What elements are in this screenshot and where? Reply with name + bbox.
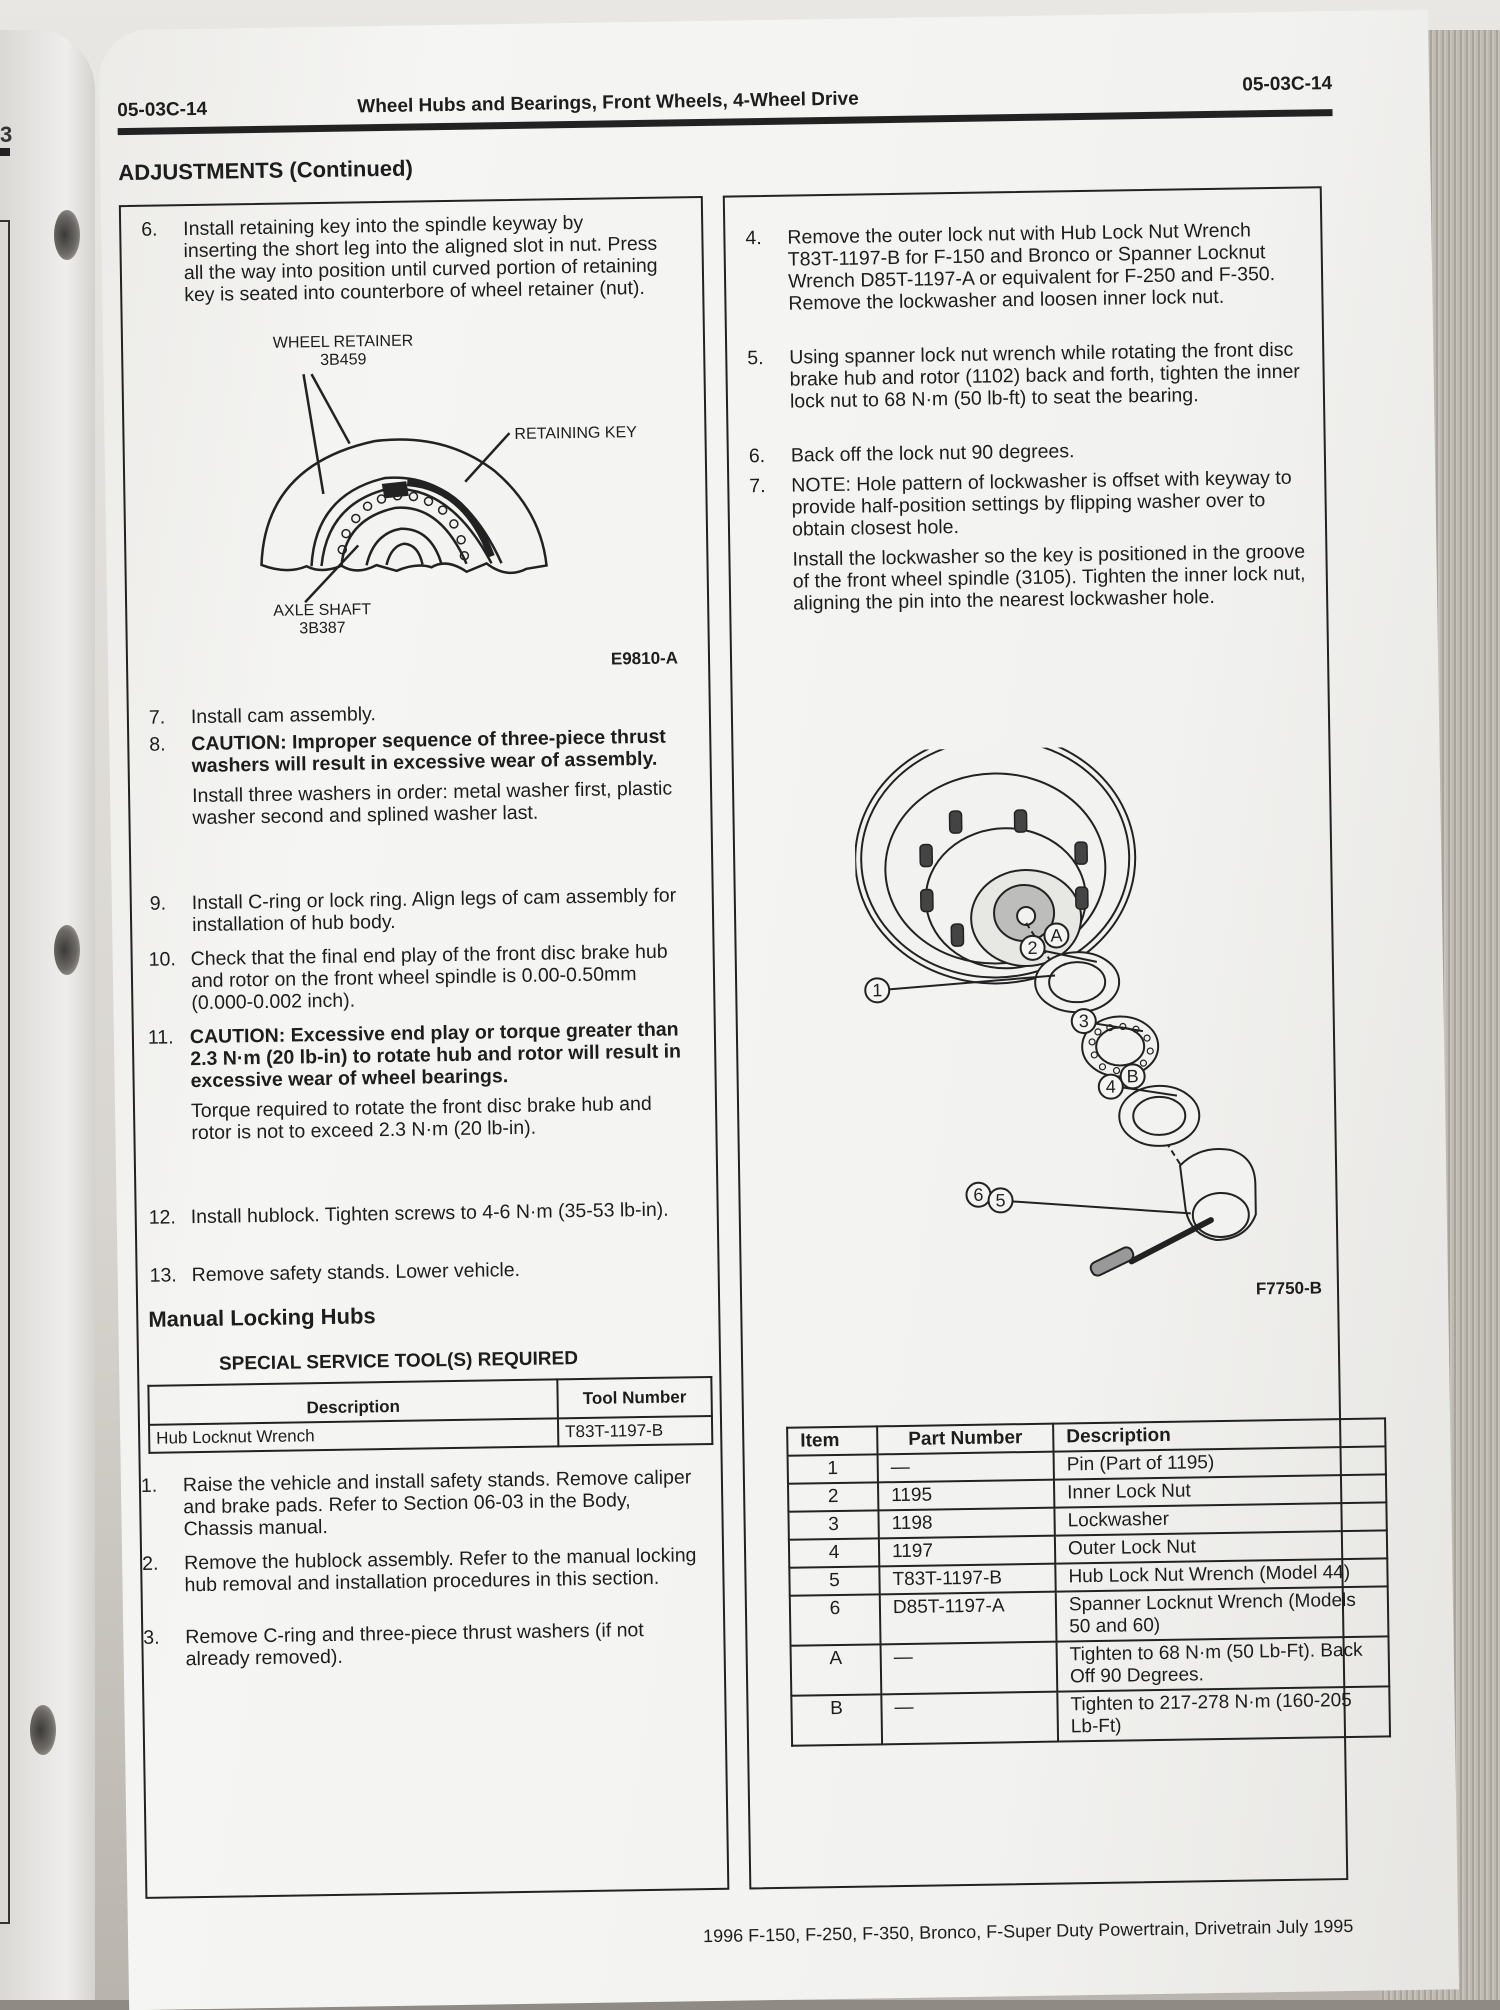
figure-id: E9810-A — [610, 648, 679, 669]
step-13: 13. Remove safety stands. Lower vehicle. — [149, 1258, 521, 1287]
col-header-part-number: Part Number — [877, 1424, 1053, 1455]
table-row: 2 1195 Inner Lock Nut — [788, 1474, 1386, 1511]
manual-step-2: 2. Remove the hublock assembly. Refer to the manual locking hub removal and installation procedures in this section. — [142, 1544, 697, 1597]
right-column — [723, 186, 1363, 1889]
subsection-title: Manual Locking Hubs — [148, 1303, 376, 1332]
figure-hub-lock-nut-exploded — [853, 743, 1322, 1330]
page-code-left: 05-03C-14 — [117, 98, 208, 122]
step-7: 7. NOTE: Hole pattern of lockwasher is offset with keyway to provide half-position settings by flipping washer over to obtain closest hole. Install the lockwasher so the key is positioned in the groove of the front wheel spindle (3105). Tighten the inner lock nut, aligning the pin into the nearest lockwasher hole. — [749, 466, 1306, 615]
figure-wheel-retainer — [143, 328, 688, 676]
parts-table — [786, 1417, 1391, 1746]
step-6: 6. Back off the lock nut 90 degrees. — [748, 440, 1075, 468]
table-row: B — Tighten to 217-278 N·m (160-205 Lb-Ft) — [791, 1686, 1390, 1745]
step-8: 8. CAUTION: Improper sequence of three-piece thrust washers will result in excessive wear of assembly. Install three washers in order: metal washer first, plastic washer second and splined washer last. — [149, 725, 680, 829]
step-4: 4. Remove the outer lock nut with Hub Lock Nut Wrench T83T-1197-B for F-150 and Bronco or Spanner Locknut Wrench D85T-1197-A or equivalent for F-250 and F-350. Remove the lockwasher and loosen inner lock nut. — [745, 219, 1276, 315]
binder-hole — [30, 1705, 56, 1755]
step-12: 12. Install hublock. Tighten screws to 4-6 N·m (35-53 lb-in). — [148, 1198, 669, 1229]
col-header-description: Description — [148, 1379, 558, 1424]
page-title: Wheel Hubs and Bearings, Front Wheels, 4-Wheel Drive — [357, 88, 859, 118]
step-text: Install retaining key into the spindle keyway by inserting the short leg into the aligned slot in nut. Press all the way into position until curved portion of retaining key is seated into counterbore of wheel retainer (nut). — [183, 211, 658, 307]
caution-text: CAUTION: Improper sequence of three-piece thrust washers will result in excessive wear of assembly. — [191, 725, 666, 778]
label-wheel-retainer: WHEEL RETAINER 3B459 — [272, 332, 414, 369]
special-tools-table — [147, 1376, 713, 1454]
step-6 — [141, 211, 662, 307]
hub-exploded-diagram — [853, 743, 1321, 1290]
left-column — [119, 196, 730, 1899]
page-footer: 1996 F-150, F-250, F-350, Bronco, F-Super Duty Powertrain, Drivetrain July 1995 — [702, 1915, 1354, 1947]
step-11: 11. CAUTION: Excessive end play or torque greater than 2.3 N·m (20 lb-in) to rotate hub and rotor will result in excessive wear of wheel bearings. Torque required to rotate the front disc brake hub and rotor is not to exceed 2.3 N·m (20 lb-in). — [148, 1018, 685, 1144]
page-code-right: 05-03C-14 — [1242, 73, 1333, 96]
left-page — [0, 30, 95, 2000]
label-axle-shaft: AXLE SHAFT 3B387 — [273, 601, 372, 638]
svg-text:5: 5 — [995, 1190, 1006, 1211]
section-title: ADJUSTMENTS (Continued) — [118, 155, 414, 186]
binder-hole — [54, 210, 80, 260]
label-retaining-key: RETAINING KEY — [514, 424, 637, 443]
table-row: 4 1197 Outer Lock Nut — [789, 1530, 1387, 1567]
table-row: 5 T83T-1197-B Hub Lock Nut Wrench (Model 44) — [789, 1558, 1387, 1595]
left-page-number-fragment: 3 — [0, 122, 13, 147]
table-row: A — Tighten to 68 N·m (50 Lb-Ft). Back Off 90 Degrees. — [791, 1636, 1390, 1695]
left-page-rule — [0, 148, 10, 156]
col-header-item: Item — [787, 1426, 877, 1455]
svg-text:2: 2 — [1027, 937, 1038, 958]
step-9: 9. Install C-ring or lock ring. Align legs of cam assembly for installation of hub body. — [149, 884, 677, 937]
table-row: Hub Locknut Wrench T83T-1197-B — [149, 1416, 712, 1453]
svg-text:6: 6 — [973, 1184, 984, 1205]
manual-step-1: 1. Raise the vehicle and install safety stands. Remove caliper and brake pads. Refer to Section 06-03 in the Body, Chassis manual. — [140, 1466, 692, 1541]
table-row: 6 D85T-1197-A Spanner Locknut Wrench (Models 50 and 60) — [790, 1586, 1389, 1645]
col-header-tool-number: Tool Number — [557, 1377, 712, 1418]
table-row: 1 — Pin (Part of 1195) — [788, 1446, 1386, 1483]
svg-text:1: 1 — [872, 980, 883, 1001]
step-10: 10. Check that the final end play of the front disc brake hub and rotor on the front wheel spindle is 0.00-0.50mm (0.000-0.002 inch). — [148, 940, 668, 1015]
table-row: 3 1198 Lockwasher — [788, 1502, 1386, 1539]
binder-hole — [54, 925, 80, 975]
left-page-frame — [0, 220, 10, 1924]
tools-title: SPECIAL SERVICE TOOL(S) REQUIRED — [218, 1348, 579, 1375]
step-5: 5. Using spanner lock nut wrench while rotating the front disc brake hub and rotor (1102) back and forth, tighten the inner lock nut to 68 N·m (50 lb-ft) to seat the bearing. — [747, 338, 1300, 413]
step-number: 6. — [141, 218, 158, 241]
figure-id: F7750-B — [1255, 1278, 1323, 1299]
manual-step-3: 3. Remove C-ring and three-piece thrust washers (if not already removed). — [143, 1619, 644, 1671]
step-7: 7. Install cam assembly. — [148, 703, 376, 729]
header-rule — [118, 109, 1333, 135]
page-header — [117, 73, 1333, 150]
col-header-description: Description — [1053, 1418, 1385, 1451]
wheel-retainer-diagram — [143, 328, 688, 636]
svg-text:A: A — [1050, 925, 1063, 946]
manual-page — [98, 10, 1459, 2010]
svg-text:B: B — [1126, 1066, 1139, 1087]
svg-text:4: 4 — [1105, 1076, 1116, 1097]
svg-text:3: 3 — [1078, 1011, 1089, 1032]
caution-text: CAUTION: Excessive end play or torque greater than 2.3 N·m (20 lb-in) to rotate hub and rotor will result in excessive wear of wheel bearings. — [189, 1018, 682, 1093]
